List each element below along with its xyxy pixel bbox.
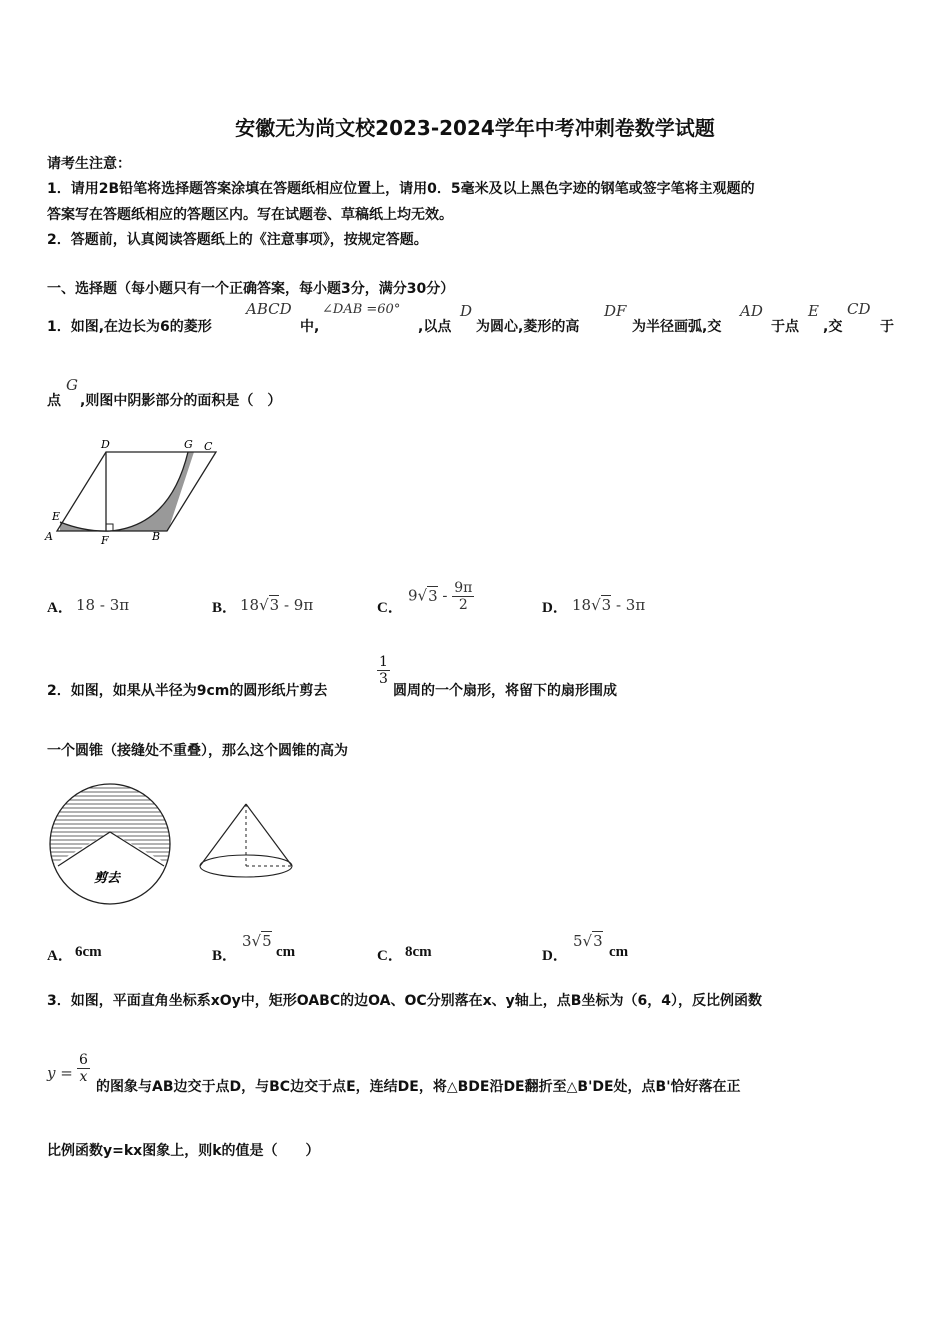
shaded-region-right [110,452,194,531]
fig-label-e: E [52,510,61,523]
fig-label-a: A [45,530,53,543]
q1-math-abcd: ABCD [246,300,292,318]
fig-label-c: C [204,440,213,453]
section-heading: 一、选择题（每小题只有一个正确答案，每小题3分，满分30分） [47,281,455,297]
cone-figure [196,800,296,880]
q1-text-8: 于 [880,319,894,335]
fig-label-b: B [152,530,161,543]
page-title: 安徽无为尚文校2023-2024学年中考冲刺卷数学试题 [235,116,715,140]
fig-label-g: G [184,438,193,451]
fig-label-d: D [101,438,110,451]
notice-line-2: 答案写在答题纸相应的答题区内。写在试题卷、草稿纸上均无效。 [47,207,453,223]
q1-option-b-value: 18√3 - 9π [240,596,314,614]
q1-option-d-value: 18√3 - 3π [572,596,646,614]
notice-heading: 请考生注意： [47,156,131,172]
q1-option-a-label: A． [47,600,73,616]
rhombus-outline [57,452,216,531]
notice-line-3: 2．答题前，认真阅读答题纸上的《注意事项》，按规定答题。 [47,232,428,248]
right-angle-mark [106,524,113,531]
q2-option-c-label: C． [377,948,403,964]
q3-y-eq: y = [47,1064,73,1082]
hatched-area [46,780,176,906]
q1-option-b-label: B． [212,600,238,616]
notice-line-1: 1．请用2B铅笔将选择题答案涂填在答题纸相应位置上，请用0．5毫米及以上黑色字迹的钢笔或签字笔将主观题的 [47,181,755,197]
rhombus-figure [40,436,230,548]
q1-line2-b: ,则图中阴影部分的面积是（ ） [80,393,282,409]
q2-option-d-value: 5√3 [573,932,603,950]
q2-option-a-value: 6cm [75,944,102,960]
q1-option-c-value: 9√3 - $\frac{9\pi}{2}$ [408,580,473,613]
q3-line-1: 3．如图，平面直角坐标系xOy中，矩形OABC的边OA、OC分别落在x、y轴上，点B坐标为（6，4），反比例函数 [47,993,762,1009]
q3-fraction: $\frac{6}{x}$ [79,1052,88,1085]
q3-line-3: 比例函数y=kx图象上，则k的值是（ ） [47,1143,320,1159]
q1-math-cd: CD [847,300,871,318]
q2-text-1: 2．如图，如果从半径为9cm的圆形纸片剪去 [47,683,328,699]
q2-option-a-label: A． [47,948,73,964]
circle-sector-figure [46,780,176,906]
q3-line-2: 的图象与AB边交于点D，与BC边交于点E，连结DE，将△BDE沿DE翻折至△B'DE处，点B'恰好落在正 [96,1079,741,1095]
q1-text-1: 1．如图,在边长为6的菱形 [47,319,212,335]
q1-math-angle: ∠DAB =60° [322,302,401,317]
q1-math-df: DF [604,302,627,320]
q1-text-5: 为半径画弧,交 [632,319,722,335]
q2-option-b-value: 3√5 [242,932,272,950]
q2-text-2: 圆周的一个扇形，将留下的扇形围成 [393,683,617,699]
q1-option-a-value: 18 - 3π [76,596,130,614]
q2-option-c-value: 8cm [405,944,432,960]
fig-label-f: F [101,534,109,547]
q1-math-d: D [460,302,473,320]
q1-text-7: ,交 [823,319,843,335]
q1-math-g: G [66,376,78,394]
cut-label: 剪去 [94,871,121,886]
q1-option-d-label: D． [542,600,568,616]
q2-fraction: $\frac{1}{3}$ [379,654,388,687]
q2-option-b-label: B． [212,948,238,964]
q2-option-d-unit: cm [609,944,629,960]
q1-line2-a: 点 [47,393,61,409]
q1-option-c-label: C． [377,600,403,616]
q1-text-6: 于点 [771,319,799,335]
q2-option-b-unit: cm [276,944,296,960]
q1-text-2: 中, [300,319,320,335]
q1-math-e: E [808,302,819,320]
q1-text-4: 为圆心,菱形的高 [476,319,580,335]
q2-line-2: 一个圆锥（接缝处不重叠），那么这个圆锥的高为 [47,743,348,759]
q1-text-3: ,以点 [418,319,452,335]
q2-option-d-label: D． [542,948,568,964]
q1-math-ad: AD [740,302,763,320]
